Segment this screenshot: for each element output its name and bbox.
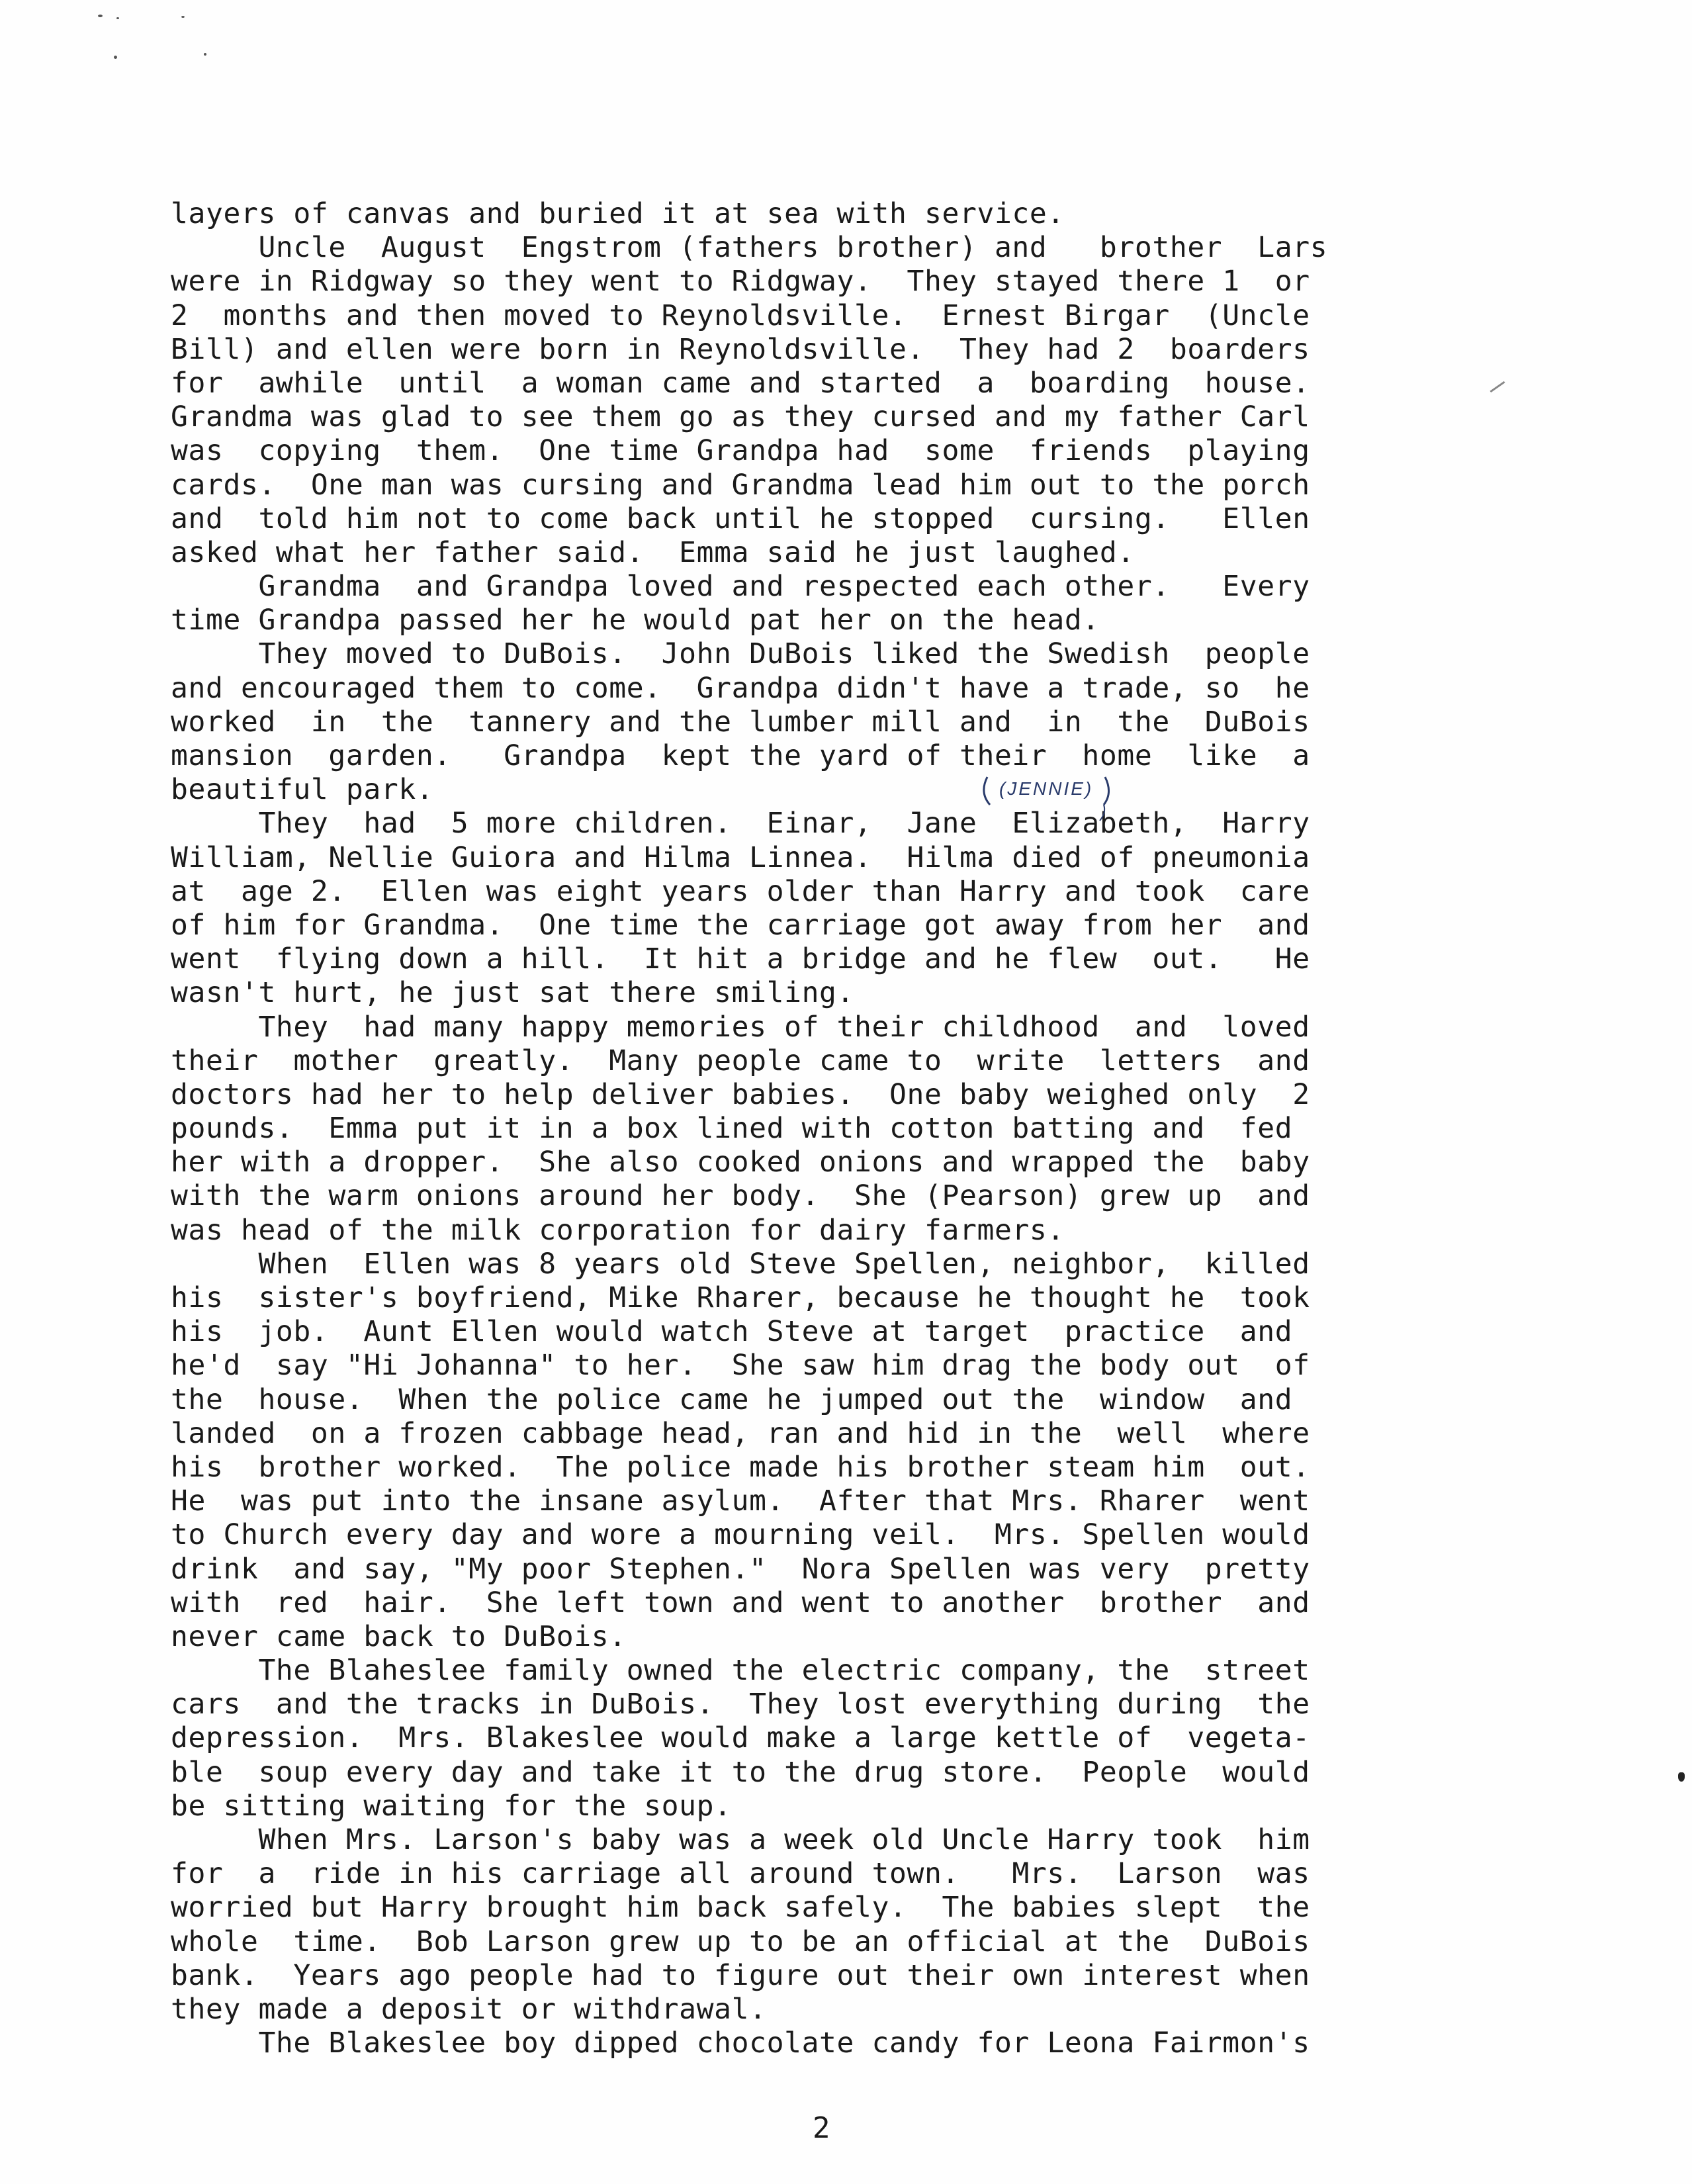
text-line: and told him not to come back until he stopped cursing. Ellen xyxy=(171,502,1310,535)
text-line: When Mrs. Larson's baby was a week old Uncle Harry took him xyxy=(171,1823,1310,1856)
text-line: They had 5 more children. Einar, Jane Elizabeth, Harry xyxy=(171,807,1310,841)
text-line: Grandma was glad to see them go as they cursed and my father Carl xyxy=(171,400,1310,434)
text-line: landed on a frozen cabbage head, ran and hid in the well where xyxy=(171,1416,1310,1450)
text-line: went flying down a hill. It hit a bridge and he flew out. He xyxy=(171,942,1310,976)
text-line: cards. One man was cursing and Grandma lead him out to the porch xyxy=(171,468,1310,502)
text-line: cars and the tracks in DuBois. They lost everything during the xyxy=(171,1688,1310,1721)
text-line: Grandma and Grandpa loved and respected each other. Every xyxy=(171,570,1310,604)
text-line: The Blaheslee family owned the electric company, the street xyxy=(171,1654,1310,1688)
text-line: beautiful park. xyxy=(171,773,434,807)
text-line: When Ellen was 8 years old Steve Spellen, neighbor, killed xyxy=(171,1247,1310,1281)
text-line: was copying them. One time Grandpa had some friends playing xyxy=(171,434,1310,468)
text-line: of him for Grandma. One time the carriage got away from her and xyxy=(171,908,1310,942)
text-line: be sitting waiting for the soup. xyxy=(171,1789,732,1823)
text-line: for a ride in his carriage all around town. Mrs. Larson was xyxy=(171,1857,1310,1891)
text-line: He was put into the insane asylum. After that Mrs. Rharer went xyxy=(171,1484,1310,1518)
text-line: 2 months and then moved to Reynoldsville. Ernest Birgar (Uncle xyxy=(171,298,1310,332)
text-line: with the warm onions around her body. She (Pearson) grew up and xyxy=(171,1179,1310,1213)
scan-speck xyxy=(98,15,103,17)
text-line: her with a dropper. She also cooked onions and wrapped the baby xyxy=(171,1146,1310,1179)
text-line: and encouraged them to come. Grandpa didn't have a trade, so he xyxy=(171,671,1310,705)
page-number: 2 xyxy=(813,2111,830,2145)
scan-speck xyxy=(116,17,119,19)
text-line: wasn't hurt, he just sat there smiling. xyxy=(171,976,855,1010)
text-line: worked in the tannery and the lumber mill and in the DuBois xyxy=(171,705,1310,739)
body-text xyxy=(171,197,1494,2060)
scan-speck xyxy=(181,16,185,18)
text-line: drink and say, "My poor Stephen." Nora Spellen was very pretty xyxy=(171,1552,1310,1586)
text-line: their mother greatly. Many people came to write letters and xyxy=(171,1044,1310,1077)
text-line: layers of canvas and buried it at sea with service. xyxy=(171,197,1065,230)
text-line: they made a deposit or withdrawal. xyxy=(171,1992,767,2026)
text-line: Bill) and ellen were born in Reynoldsville. They had 2 boarders xyxy=(171,332,1310,366)
text-line: Uncle August Engstrom (fathers brother) and brother Lars xyxy=(171,231,1328,265)
text-line: was head of the milk corporation for dairy farmers. xyxy=(171,1213,1065,1247)
text-line: The Blakeslee boy dipped chocolate candy for Leona Fairmon's xyxy=(171,2026,1310,2060)
text-line: They moved to DuBois. John DuBois liked the Swedish people xyxy=(171,637,1310,671)
text-line: his job. Aunt Ellen would watch Steve at target practice and xyxy=(171,1315,1293,1349)
text-line: worried but Harry brought him back safely. The babies slept the xyxy=(171,1891,1310,1925)
scan-speck xyxy=(204,53,206,56)
text-line: ble soup every day and take it to the drug store. People would xyxy=(171,1755,1310,1789)
text-line: his sister's boyfriend, Mike Rharer, because he thought he took xyxy=(171,1281,1310,1314)
annotation-text: (JENNIE) xyxy=(999,778,1094,799)
text-line: depression. Mrs. Blakeslee would make a large kettle of vegeta- xyxy=(171,1721,1310,1755)
text-line: William, Nellie Guiora and Hilma Linnea. Hilma died of pneumonia xyxy=(171,841,1310,874)
handwritten-annotation xyxy=(981,773,1113,822)
text-line: bank. Years ago people had to figure out their own interest when xyxy=(171,1958,1310,1992)
text-line: asked what her father said. Emma said he just laughed. xyxy=(171,535,1135,569)
margin-dot-mark xyxy=(1678,1772,1685,1782)
text-line: doctors had her to help deliver babies. One baby weighed only 2 xyxy=(171,1077,1310,1111)
text-line: were in Ridgway so they went to Ridgway. They stayed there 1 or xyxy=(171,265,1310,298)
text-line: never came back to DuBois. xyxy=(171,1619,627,1653)
text-line: his brother worked. The police made his brother steam him out. xyxy=(171,1450,1310,1484)
text-line: whole time. Bob Larson grew up to be an official at the DuBois xyxy=(171,1925,1310,1958)
text-line: at age 2. Ellen was eight years older than Harry and took care xyxy=(171,874,1310,908)
text-line: the house. When the police came he jumped out the window and xyxy=(171,1383,1293,1416)
text-line: with red hair. She left town and went to another brother and xyxy=(171,1586,1310,1619)
text-line: mansion garden. Grandpa kept the yard of their home like a xyxy=(171,739,1310,772)
text-line: time Grandpa passed her he would pat her on the head. xyxy=(171,604,1100,637)
scan-speck xyxy=(114,56,117,59)
text-line: he'd say "Hi Johanna" to her. She saw him drag the body out of xyxy=(171,1349,1310,1383)
text-line: to Church every day and wore a mourning veil. Mrs. Spellen would xyxy=(171,1518,1310,1552)
text-line: for awhile until a woman came and started a boarding house. xyxy=(171,366,1310,400)
text-line: pounds. Emma put it in a box lined with cotton batting and fed xyxy=(171,1112,1293,1146)
text-line: They had many happy memories of their childhood and loved xyxy=(171,1010,1310,1044)
